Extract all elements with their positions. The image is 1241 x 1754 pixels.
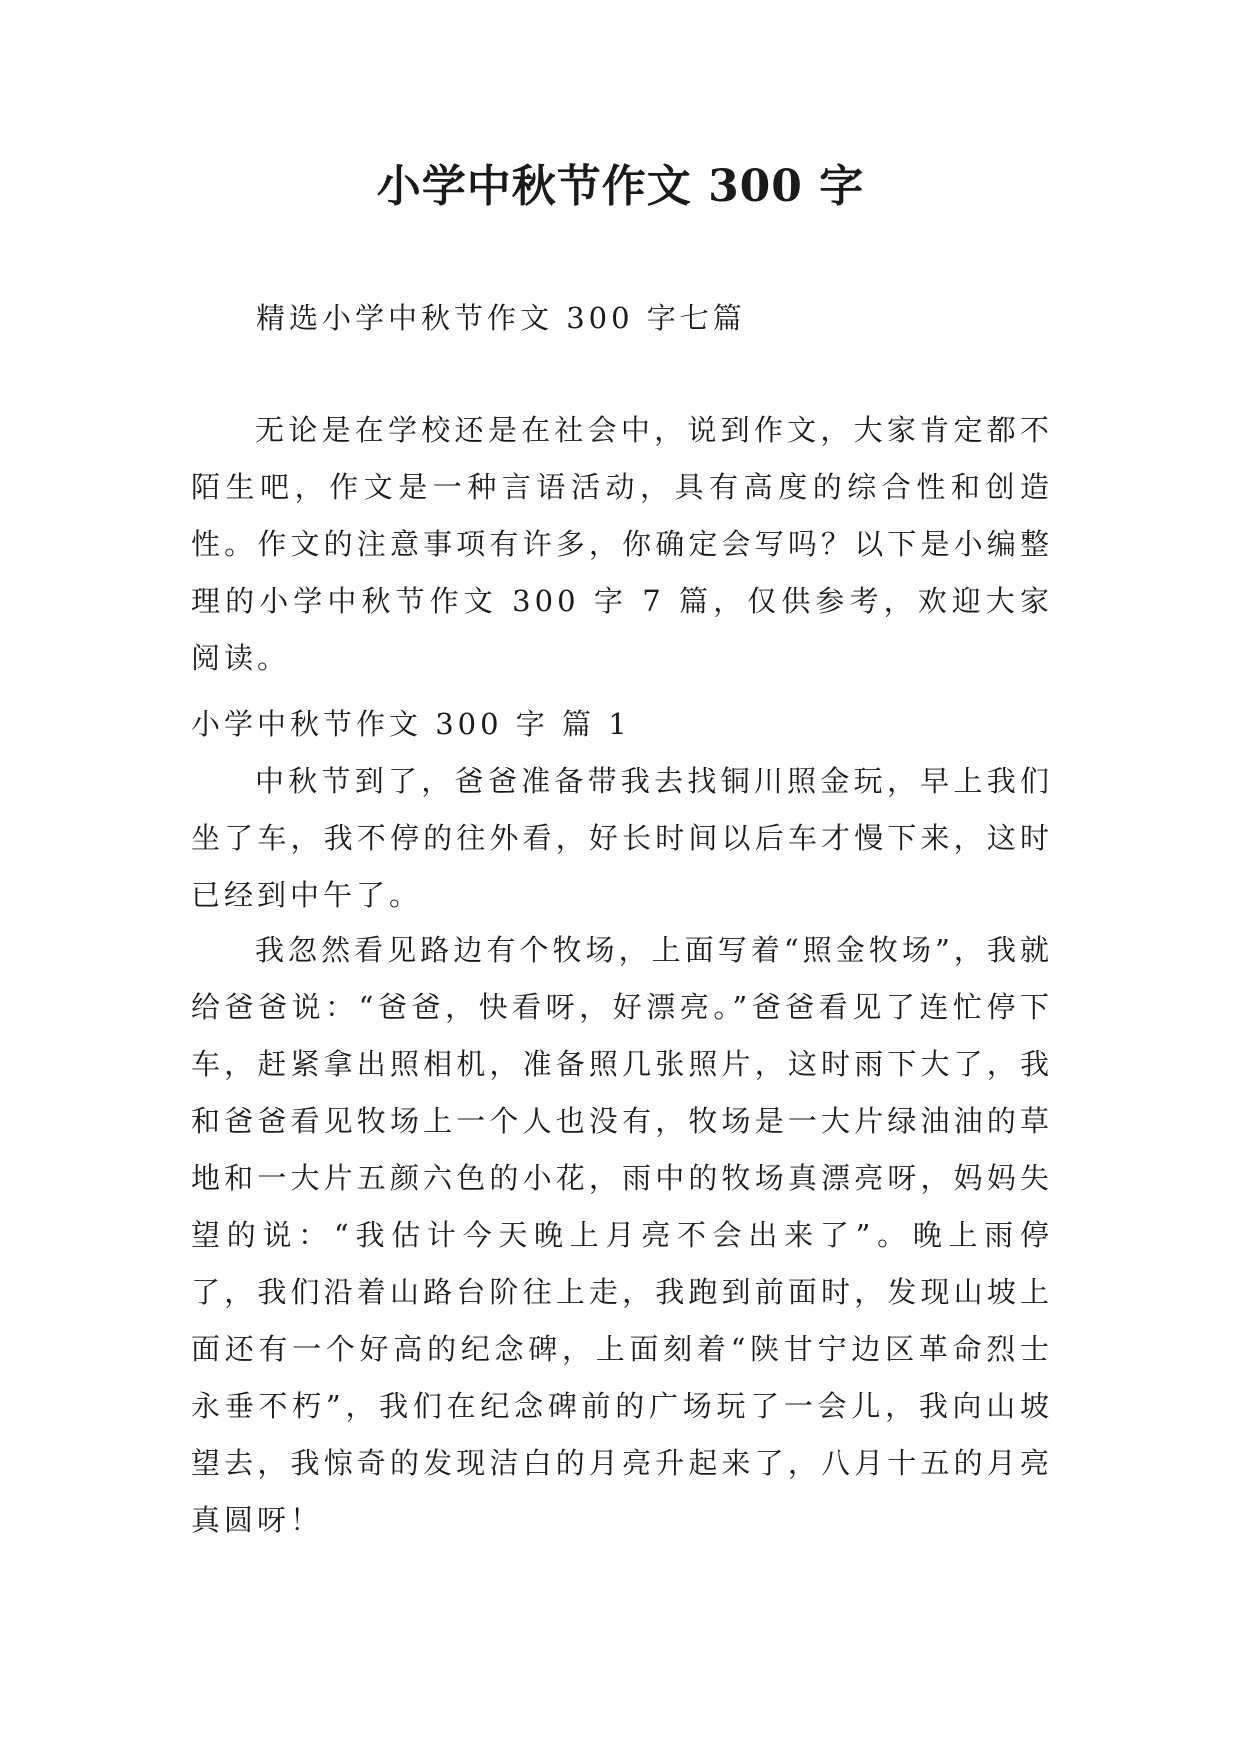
body-paragraph: 中秋节到了，爸爸准备带我去找铜川照金玩，早上我们坐了车，我不停的往外看，好长时间以后车才慢下来，这时已经到中午了。 [191,764,1053,912]
document-subtitle: 精选小学中秋节作文 300 字七篇 [256,301,746,335]
section-heading: 小学中秋节作文 300 字 篇 1 [191,707,631,741]
body-paragraph: 我忽然看见路边有个牧场，上面写着“照金牧场”，我就给爸爸说：“爸爸，快看呀，好漂亮。”爸爸看见了连忙停下车，赶紧拿出照相机，准备照几张照片，这时雨下大了，我和爸爸看见牧场上一个人也没有，牧场是一大片绿油油的草地和一大片五颜六色的小花，雨中的牧场真漂亮呀，妈妈失望的说：“我估计今天晚上月亮不会出来了”。晚上雨停了，我们沿着山路台阶往上走，我跑到前面时，发现山坡上面还有一个好高的纪念碑，上面刻着“陕甘宁边区革命烈士永垂不朽”，我们在纪念碑前的广场玩了一会儿，我向山坡望去，我惊奇的发现洁白的月亮升起来了，八月十五的月亮真圆呀！ [191,933,1053,1537]
document-title: 小学中秋节作文 300 字 [376,161,865,212]
intro-paragraph: 无论是在学校还是在社会中，说到作文，大家肯定都不陌生吧，作文是一种言语活动，具有高度的综合性和创造性。作文的注意事项有许多，你确定会写吗？以下是小编整理的小学中秋节作文 300 字 7 篇，仅供参考，欢迎大家阅读。 [191,413,1053,675]
